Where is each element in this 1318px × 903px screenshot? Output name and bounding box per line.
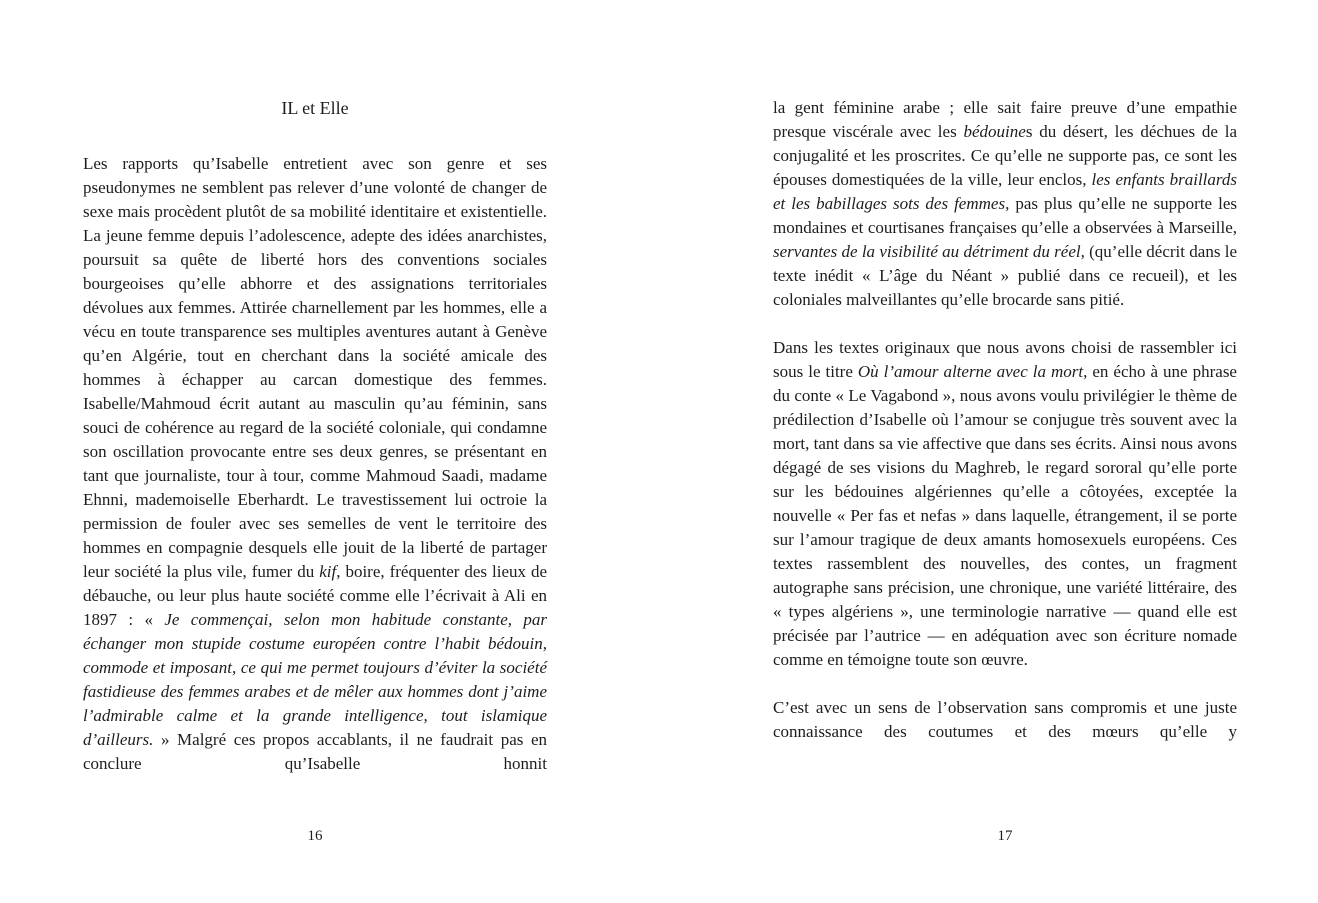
italic-text-segment: servantes de la visibilité au détriment du réel [773, 242, 1081, 261]
text-segment: , (qu’elle décrit dans le texte inédit « L’âge du Néant » publié dans ce recueil), et les coloniales malveillantes qu’elle brocarde sans pitié. [773, 242, 1237, 309]
italic-text-segment: Où l’amour alterne avec la mort [857, 362, 1084, 381]
text-segment: » Malgré ces propos accablants, il ne faudrait pas en conclure qu’Isabelle honnit [83, 730, 547, 773]
paragraph [83, 152, 547, 776]
chapter-heading: IL et Elle [281, 98, 349, 118]
text-segment: , pas plus qu’elle ne supporte les mondaines et courtisanes françaises qu’elle a observées à Marseille, [773, 194, 1237, 237]
text-segment: C’est avec un sens de l’observation sans compromis et une juste connaissance des coutumes et des mœurs qu’elle y [773, 698, 1237, 741]
italic-text-segment: kif [319, 562, 337, 581]
text-segment: la gent féminine arabe ; elle sait faire preuve d’une empathie presque viscérale avec les [773, 98, 1237, 141]
page-right [773, 96, 1237, 744]
paragraph [773, 696, 1237, 744]
page-number-left: 16 [307, 828, 323, 844]
italic-text-segment: les enfants braillards et les babillages sots des femmes [773, 170, 1237, 213]
page-right-body [773, 96, 1237, 744]
text-segment: s du désert, les déchues de la conjugalité et les proscrites. Ce qu’elle ne supporte pas, ce sont les épouses domestiquées de la ville, leur enclos, [773, 122, 1237, 189]
text-segment: , en écho à une phrase du conte « Le Vagabond », nous avons voulu privilégier le thème de prédilection d’Isabelle où l’amour se conjugue très souvent avec la mort, tant dans sa vie affective que dans ses écrits. Ainsi nous avons dégagé de ses visions du Maghreb, le regard sororal qu’elle porte sur les bédouines algériennes qu’elle a côtoyées, exceptée la nouvelle « Per fas et nefas » dans laquelle, étrangement, il se porte sur l’amour tragique de deux amants homosexuels européens. Ces textes rassemblent des nouvelles, des contes, un fragment autographe sans précision, une chronique, une variété littéraire, des « types algériens », une terminologie narrative — quand elle est précisée par l’autrice — en adéquation avec son écriture nomade comme en témoigne toute son œuvre. [773, 362, 1237, 669]
paragraph [773, 336, 1237, 672]
italic-text-segment: bédouine [963, 122, 1026, 141]
page-number-right: 17 [997, 828, 1013, 844]
text-segment: Dans les textes originaux que nous avons choisi de rassembler ici sous le titre [773, 338, 1237, 381]
text-segment: , boire, fréquenter des lieux de débauche, ou leur plus haute société comme elle l’écrivait à Ali en 1897 : « [83, 562, 547, 629]
text-segment: Les rapports qu’Isabelle entretient avec son genre et ses pseudonymes ne semblent pas relever d’une volonté de changer de sexe mais procèdent plutôt de sa mobilité identitaire et existentielle. La jeune femme depuis l’adolescence, adepte des idées anarchistes, poursuit sa quête de liberté hors des conventions sociales bourgeoises qu’elle abhorre et des assignations territoriales dévolues aux femmes. Attirée charnellement par les hommes, elle a vécu en toute transparence ses multiples aventures autant à Genève qu’en Algérie, tout en cherchant dans la société amicale des hommes à échapper au carcan domestique des femmes. Isabelle/Mahmoud écrit autant au masculin qu’au féminin, sans souci de cohérence au regard de la société coloniale, qui condamne son oscillation provocante entre ses deux genres, se présentant en tant que journaliste, tour à tour, comme Mahmoud Saadi, madame Ehnni, mademoiselle Eberhardt. Le travestissement lui octroie la permission de fouler avec ses semelles de vent le territoire des hommes en compagnie desquels elle jouit de la liberté de partager leur société la plus vile, fumer du [83, 154, 547, 581]
page-left-body [83, 152, 547, 776]
page-left [83, 96, 547, 776]
paragraph [773, 96, 1237, 312]
italic-text-segment: Je commençai, selon mon habitude constante, par échanger mon stupide costume européen contre l’habit bédouin, commode et imposant, ce qui me permet toujours d’éviter la société fastidieuse des femmes arabes et de mêler aux hommes dont j’aime l’admirable calme et la grande intelligence, tout islamique d’ailleurs. [83, 610, 547, 749]
